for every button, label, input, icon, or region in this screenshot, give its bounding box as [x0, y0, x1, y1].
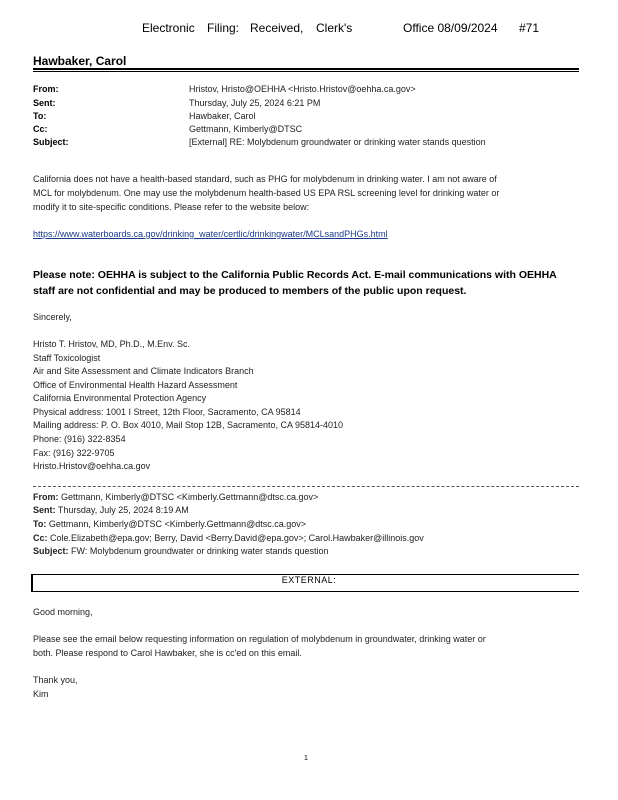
fw-to-value: Gettmann, Kimberly@DTSC <Kimberly.Gettmann@dtsc.ca.gov> — [48, 519, 307, 529]
signature-line: Fax: (916) 322-9705 — [33, 448, 115, 458]
signature-line: California Environmental Protection Agency — [33, 393, 207, 403]
signature-line: Staff Toxicologist — [33, 353, 101, 363]
sent-value: Thursday, July 25, 2024 6:21 PM — [189, 98, 321, 108]
cc-label: Cc: — [33, 124, 48, 134]
fw-signoff-name: Kim — [33, 689, 49, 699]
external-label: EXTERNAL: — [281, 575, 337, 585]
public-records-notice-line: Please note: OEHHA is subject to the California Public Records Act. E-mail communications with OEHHA — [33, 269, 557, 281]
filing-stamp-clerks: Clerk's — [316, 21, 353, 35]
message-separator — [33, 486, 579, 487]
fw-from-label: From: — [33, 492, 59, 502]
from-value: Hristov, Hristo@OEHHA <Hristo.Hristov@oehha.ca.gov> — [189, 84, 416, 94]
fw-thanks: Thank you, — [33, 675, 78, 685]
to-value: Hawbaker, Carol — [189, 111, 256, 121]
fw-greeting: Good morning, — [33, 607, 93, 617]
fw-cc-label: Cc: — [33, 533, 48, 543]
public-records-notice-line: staff are not confidential and may be produced to members of the public upon request. — [33, 285, 467, 297]
signature-line: Phone: (916) 322-8354 — [33, 434, 126, 444]
reply-paragraph-line: modify it to site-specific conditions. Please refer to the website below: — [33, 202, 310, 212]
fw-subject-label: Subject: — [33, 546, 69, 556]
header-divider-thin — [33, 71, 579, 72]
fw-paragraph-line: Please see the email below requesting information on regulation of molybdenum in groundwater, drinking water or — [33, 634, 486, 644]
closing-sincerely: Sincerely, — [33, 312, 72, 322]
fw-paragraph-line: both. Please respond to Carol Hawbaker, she is cc'ed on this email. — [33, 648, 302, 658]
from-label: From: — [33, 84, 59, 94]
fw-cc-value: Cole.Elizabeth@epa.gov; Berry, David <Berry.David@epa.gov>; Carol.Hawbaker@illinois.gov — [50, 533, 424, 543]
page-number: 1 — [304, 755, 308, 762]
subject-label: Subject: — [33, 137, 69, 147]
fw-sent-value: Thursday, July 25, 2024 8:19 AM — [57, 505, 189, 515]
filing-stamp-filing: Filing: — [207, 21, 240, 35]
filing-stamp-electronic: Electronic — [142, 21, 195, 35]
fw-sent-label: Sent: — [33, 505, 56, 515]
fw-subject-value: FW: Molybdenum groundwater or drinking water stands question — [71, 546, 329, 556]
filing-stamp-office-date: Office 08/09/2024 — [403, 21, 498, 35]
reply-paragraph-line: California does not have a health-based standard, such as PHG for molybdenum in drinking water. I am not aware of — [33, 174, 497, 184]
sent-label: Sent: — [33, 98, 56, 108]
filing-stamp-number: #71 — [519, 21, 540, 35]
signature-line: Mailing address: P. O. Box 4010, Mail Stop 12B, Sacramento, CA 95814-4010 — [33, 420, 344, 430]
cc-value: Gettmann, Kimberly@DTSC — [189, 124, 303, 134]
header-divider — [33, 68, 579, 70]
signature-line: Air and Site Assessment and Climate Indicators Branch — [33, 366, 254, 376]
fw-from-value: Gettmann, Kimberly@DTSC <Kimberly.Gettmann@dtsc.ca.gov> — [61, 492, 319, 502]
signature-line: Office of Environmental Health Hazard Assessment — [33, 380, 238, 390]
fw-to-label: To: — [33, 519, 47, 529]
filing-stamp-received: Received, — [250, 21, 304, 35]
subject-value: [External] RE: Molybdenum groundwater or drinking water stands question — [189, 137, 486, 147]
signature-email[interactable]: Hristo.Hristov@oehha.ca.gov — [33, 461, 151, 471]
signature-line: Hristo T. Hristov, MD, Ph.D., M.Env. Sc. — [33, 339, 191, 349]
mailbox-owner-name: Hawbaker, Carol — [33, 54, 127, 68]
to-label: To: — [33, 111, 47, 121]
signature-line: Physical address: 1001 I Street, 12th Floor, Sacramento, CA 95814 — [33, 407, 301, 417]
waterboards-link[interactable]: https://www.waterboards.ca.gov/drinking_water/certlic/drinkingwater/MCLsandPHGs.html — [33, 229, 388, 239]
reply-paragraph-line: MCL for molybdenum. One may use the molybdenum health-based US EPA RSL screening level for drinking water or — [33, 188, 500, 198]
